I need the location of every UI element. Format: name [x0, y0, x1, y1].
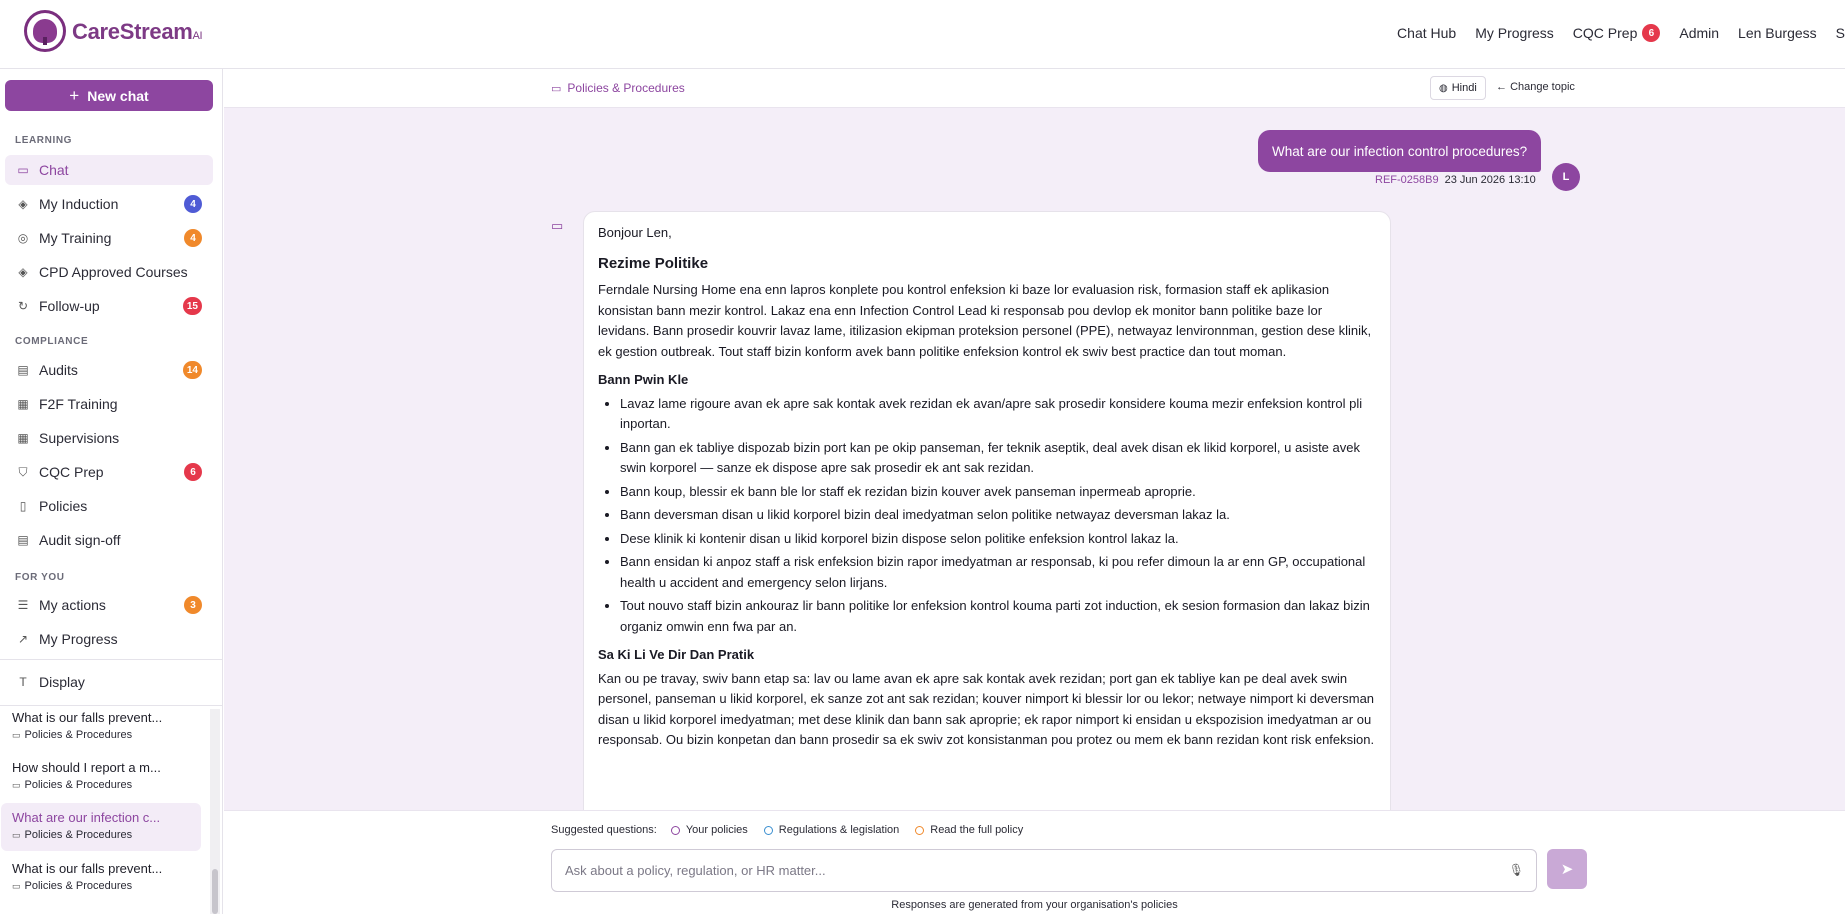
history-title: What are our infection c...: [12, 810, 161, 825]
circle-icon: [671, 826, 680, 835]
sidebar-item-display[interactable]: [5, 667, 213, 697]
language-label: Hindi: [1451, 82, 1477, 94]
list-item: • Tout nouvo staff bizin ankouraz lir bann politike lor enfeksion kontrol kouma parti zot induction, ek sesion formasion dan lakaz bizin organiz omwin enn fwa par an.: [620, 596, 1376, 637]
section-compliance: COMPLIANCE: [15, 336, 89, 347]
section-for-you: FOR YOU: [15, 572, 65, 583]
suggestion-full-policy[interactable]: [915, 824, 1023, 836]
count-badge: 15: [183, 297, 202, 315]
book-icon: ▭: [12, 779, 21, 790]
sidebar-item-label: Supervisions: [39, 430, 120, 446]
shield-icon: ⛉: [18, 464, 28, 479]
response-heading: Rezime Politike: [598, 254, 709, 272]
list-item: • Dese klinik ki kontenir disan u likid korporel bizin dispose selon politike enfeksion kontrol lakaz la.: [620, 529, 1376, 550]
calendar-icon: ▦: [17, 397, 29, 411]
breadcrumb-label: Policies & Procedures: [567, 81, 685, 95]
message-input[interactable]: [551, 849, 1537, 892]
sidebar-item-audit-signoff[interactable]: [5, 525, 213, 555]
sidebar-item-audits[interactable]: [5, 355, 213, 385]
message-ref[interactable]: REF-0258B9: [1375, 174, 1439, 186]
sidebar-divider: [0, 705, 222, 706]
count-badge: 6: [184, 463, 202, 481]
sidebar-item-my-induction[interactable]: [5, 189, 213, 219]
response-greeting: Bonjour Len,: [598, 225, 672, 240]
list-item: • Lavaz lame rigoure avan ek apre sak kontak avek rezidan ek avan/apre sak prosedir konsidere kouma mezir enfeksion kontrol pli inportan.: [620, 394, 1376, 435]
history-item[interactable]: [12, 861, 202, 892]
send-button[interactable]: [1547, 849, 1587, 889]
history-title: How should I report a m...: [12, 760, 161, 775]
chip-label: Read the full policy: [930, 824, 1024, 836]
composer: [224, 810, 1845, 914]
sidebar-item-label: CQC Prep: [39, 464, 104, 480]
sidebar-item-label: CPD Approved Courses: [39, 264, 188, 280]
nav-cqc-prep-label: CQC Prep: [1572, 25, 1638, 41]
refresh-icon: ↻: [17, 299, 29, 313]
globe-icon: ◍: [1439, 82, 1448, 94]
bot-message-icon: ▭: [551, 218, 564, 233]
history-topic: [12, 829, 202, 841]
suggestion-your-policies[interactable]: [671, 824, 748, 836]
sidebar-item-label: Policies: [39, 498, 88, 514]
chip-label: Regulations & legislation: [778, 824, 900, 836]
count-badge: 4: [184, 229, 202, 247]
chat-area: [224, 69, 1845, 914]
list-item: • Bann deversman disan u likid korporel bizin deal imedyatman selon politike netwayaz deversman lakaz la.: [620, 505, 1376, 526]
sidebar-item-label: Audits: [39, 362, 78, 378]
history-item-active[interactable]: [12, 810, 202, 841]
message-timestamp: 23 Jun 2026 13:10: [1444, 174, 1536, 186]
brand-text: CareStream: [72, 19, 193, 44]
breadcrumb[interactable]: [551, 81, 685, 95]
suggested-label: Suggested questions:: [551, 824, 657, 836]
history-topic: [12, 880, 202, 892]
sidebar-item-label: Display: [39, 674, 85, 690]
section-learning: LEARNING: [15, 135, 73, 146]
input-placeholder: Ask about a policy, regulation, or HR matter...: [565, 863, 826, 878]
history-item[interactable]: [12, 760, 202, 791]
sidebar-item-label: F2F Training: [39, 396, 118, 412]
graduation-cap-icon: ◈: [18, 197, 28, 211]
history-title: What is our falls prevent...: [12, 861, 163, 876]
avatar: L: [1552, 163, 1580, 191]
history-item[interactable]: [12, 710, 202, 741]
list-item: • Bann koup, blessir ek bann ble lor staff ek rezidan bizin kouver avek panseman inpermeab aproprie.: [620, 482, 1376, 503]
sidebar-item-cqc-prep[interactable]: [5, 457, 213, 487]
sidebar-item-follow-up[interactable]: [5, 291, 213, 321]
disclaimer-text: Responses are generated from your organisation's policies: [891, 899, 1178, 911]
sidebar-item-my-actions[interactable]: [5, 590, 213, 620]
sidebar-item-supervisions[interactable]: [5, 423, 213, 453]
sidebar-item-label: My Progress: [39, 631, 118, 647]
change-topic-label: Change topic: [1510, 81, 1575, 93]
sidebar-item-label: Follow-up: [39, 298, 100, 314]
history-topic-label: Policies & Procedures: [24, 729, 133, 741]
send-icon: ➤: [1560, 861, 1574, 878]
cqc-count-badge: 6: [1642, 24, 1660, 42]
checklist-icon: ☰: [17, 598, 29, 612]
change-topic-link[interactable]: [1496, 81, 1575, 93]
count-badge: 3: [184, 596, 202, 614]
count-badge: 14: [183, 361, 202, 379]
plus-icon: +: [69, 85, 80, 105]
sidebar-divider: [0, 659, 222, 660]
history-topic-label: Policies & Procedures: [24, 779, 133, 791]
key-points-heading: Bann Pwin Kle: [598, 372, 689, 387]
microphone-icon[interactable]: 🎙: [1508, 863, 1524, 877]
history-topic: [12, 729, 202, 741]
new-chat-label: New chat: [87, 87, 149, 104]
history-topic-label: Policies & Procedures: [24, 829, 133, 841]
document-icon: ▯: [19, 499, 27, 513]
top-bar: [0, 0, 1845, 69]
top-nav: [1378, 0, 1845, 66]
sidebar-item-chat[interactable]: [5, 155, 213, 185]
logo-icon[interactable]: [24, 10, 66, 52]
clipboard-icon: ▤: [17, 363, 29, 377]
suggestion-regulations[interactable]: [764, 824, 899, 836]
response-summary: Ferndale Nursing Home ena enn lapros konplete pou kontrol enfeksion ki baze lor evaluasion risk, formasion staff ek aplikasion konsistan bann mezir kontrol. Lakaz ena enn Infection Control Lead ki responsab pou devlop ek monitor bann politike baze lor levidans. Bann prosedir kouvrir lavaz lame, itilizasion ekipman proteksion personel (PPE), netwayaz lenvironnman, gestion dese klinik, ek gestion outbreak. Tout staff bizin konform avek bann politike enfeksion kontrol ek swiv best practice dan tout moman.: [598, 282, 1372, 359]
practice-text: Kan ou pe travay, swiv bann etap sa: lav ou lame avan ek apre sak kontak avek rezidan; port gan ek tabliye kan pe deal avek swin personel, panseman u likid korporel, ek sanze zot ant sak rezidan; kouver nimport ki blessir lor ou lekor; netwaye nimport ki deversman disan u likid korporel imedyatman; met dese klinik dan bann sak aproprie; ek rapor nimport ki ensidan u ekspozision imedyatman ar ou responsab. Ou bizin konpetan dan bann prosedir sa ek swiv zot konsistanman pou protez ou mem ek bann rezidan kont risk enfeksion.: [598, 670, 1375, 747]
suggested-questions: [551, 824, 1039, 836]
brand-suffix: AI: [192, 30, 203, 42]
chat-header: [224, 69, 1845, 108]
sidebar-item-label: My actions: [39, 597, 106, 613]
sidebar-item-policies[interactable]: [5, 491, 213, 521]
key-points-list: [620, 394, 1376, 638]
trending-up-icon: ↗: [17, 632, 29, 646]
history-topic: [12, 779, 202, 791]
assistant-response-card: [583, 211, 1391, 851]
history-topic-label: Policies & Procedures: [24, 880, 133, 892]
book-icon: ▭: [551, 82, 562, 95]
practice-heading: Sa Ki Li Ve Dir Dan Pratik: [598, 647, 755, 662]
calendar-icon: ▦: [17, 431, 29, 445]
sidebar-item-f2f-training[interactable]: [5, 389, 213, 419]
graduation-cap-icon: ◈: [18, 265, 28, 279]
sidebar-item-my-training[interactable]: [5, 223, 213, 253]
chip-label: Your policies: [685, 824, 748, 836]
clipboard-check-icon: ▤: [17, 533, 29, 547]
list-item: • Bann gan ek tabliye dispozab bizin port kan pe okip panseman, fer teknik aseptik, deal avek disan ek likid korporel, u asiste avek swin korporel — sanze ek dispose apre sak prosedir ek ant sak rezidan.: [620, 438, 1376, 479]
new-chat-button[interactable]: [5, 80, 213, 111]
chat-icon: ▭: [17, 163, 29, 177]
text-icon: T: [19, 675, 27, 689]
nav-my-progress[interactable]: My Progress: [1475, 25, 1554, 41]
book-icon: ▭: [12, 729, 21, 740]
sidebar-item-label: Chat: [39, 162, 69, 178]
count-badge: 4: [184, 195, 202, 213]
book-icon: ▭: [12, 829, 21, 840]
history-scrollbar-thumb[interactable]: [212, 869, 218, 914]
nav-chat-hub[interactable]: Chat Hub: [1397, 25, 1457, 41]
circle-icon: [764, 826, 773, 835]
nav-admin[interactable]: Admin: [1679, 25, 1720, 41]
circle-icon: [915, 826, 924, 835]
nav-cqc-prep[interactable]: [1573, 24, 1661, 42]
user-message-bubble: What are our infection control procedures?: [1258, 130, 1541, 172]
list-item: • Bann ensidan ki anpoz staff a risk enfeksion bizin rapor imedyatman ar responsab, ki pou refer dimoun la ar enn GP, occupational health u accident and emergency selon lirjans.: [620, 552, 1376, 593]
brand-name[interactable]: [72, 19, 202, 45]
sidebar-item-label: My Training: [39, 230, 112, 246]
sidebar-item-label: Audit sign-off: [39, 532, 121, 548]
message-meta: [1375, 174, 1536, 186]
language-button[interactable]: [1430, 76, 1486, 100]
nav-overflow[interactable]: S: [1835, 25, 1845, 41]
sidebar-item-my-progress[interactable]: [5, 624, 213, 654]
compass-icon: ◎: [17, 231, 29, 245]
book-icon: ▭: [12, 880, 21, 891]
sidebar-item-label: My Induction: [39, 196, 119, 212]
user-menu[interactable]: Len Burgess: [1738, 25, 1817, 41]
sidebar: [0, 69, 223, 914]
arrow-left-icon: ←: [1496, 81, 1507, 93]
history-title: What is our falls prevent...: [12, 710, 163, 725]
sidebar-item-cpd-courses[interactable]: [5, 257, 213, 287]
